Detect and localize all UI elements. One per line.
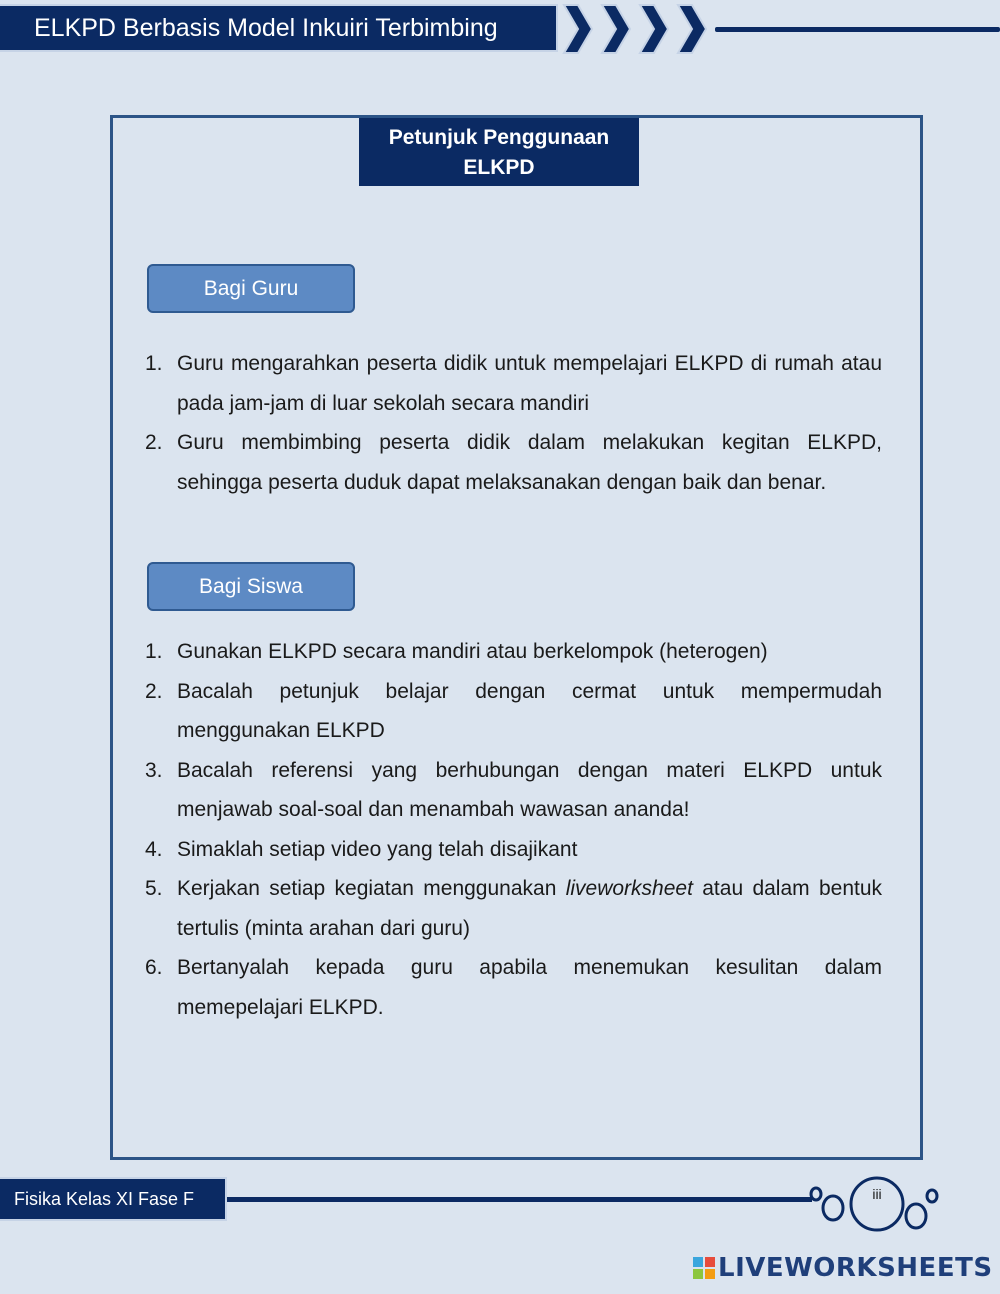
chevron-icon (564, 5, 592, 53)
item-text-before: Kerjakan setiap kegiatan menggunakan (177, 877, 566, 900)
list-item (145, 751, 882, 830)
section-label-siswa: Bagi Siswa (147, 562, 355, 611)
panel-title-line2: ELKPD (463, 156, 535, 179)
item-number: 5. (145, 877, 163, 900)
liveworksheets-blocks-icon (693, 1257, 715, 1279)
item-number: 1. (145, 352, 163, 375)
chevron-icon (678, 5, 706, 53)
list-item (145, 632, 882, 672)
item-number: 6. (145, 956, 163, 979)
siswa-instruction-list (145, 632, 882, 1027)
item-number: 1. (145, 640, 163, 663)
item-text: Guru membimbing peserta didik dalam melakukan kegitan ELKPD, sehingga peserta duduk dapat melaksanakan dengan baik dan benar. (177, 431, 882, 494)
list-item (145, 830, 882, 870)
list-item (145, 948, 882, 1027)
item-text: Gunakan ELKPD secara mandiri atau berkelompok (heterogen) (177, 640, 768, 663)
section-label-guru: Bagi Guru (147, 264, 355, 313)
footer-subject: Fisika Kelas XI Fase F (0, 1177, 227, 1221)
item-text-italic: liveworksheet (565, 877, 693, 900)
list-item (145, 423, 882, 502)
item-number: 3. (145, 758, 163, 782)
liveworksheets-wordmark: LIVEWORKSHEETS (718, 1253, 993, 1283)
chevron-arrows-decoration (560, 2, 720, 56)
item-text (177, 869, 882, 948)
footer-rule (227, 1197, 812, 1202)
guru-instruction-list (145, 344, 882, 502)
item-text: Bacalah referensi yang berhubungan dengan materi ELKPD untuk menjawab soal-soal dan menambah wawasan ananda! (177, 758, 882, 821)
header-rule (715, 27, 1000, 32)
page-number: iii (872, 1186, 882, 1202)
item-text: Bacalah petunjuk belajar dengan cermat untuk mempermudah menggunakan ELKPD (177, 679, 882, 742)
item-number: 2. (145, 679, 163, 703)
rings-decoration-icon (805, 1172, 945, 1236)
panel-title-line1: Petunjuk Penggunaan (388, 126, 610, 149)
item-number: 2. (145, 431, 163, 454)
list-item (145, 672, 882, 751)
item-text: Bertanyalah kepada guru apabila menemukan kesulitan dalam memepelajari ELKPD. (177, 956, 882, 1019)
liveworksheets-logo (693, 1253, 993, 1283)
chevron-icon (602, 5, 630, 53)
panel-title (359, 118, 639, 186)
item-text: Guru mengarahkan peserta didik untuk mempelajari ELKPD di rumah atau pada jam-jam di luar sekolah secara mandiri (177, 352, 882, 415)
header-title: ELKPD Berbasis Model Inkuiri Terbimbing (0, 4, 558, 52)
list-item (145, 344, 882, 423)
item-text: Simaklah setiap video yang telah disajikant (177, 837, 578, 861)
chevron-icon (640, 5, 668, 53)
item-number: 4. (145, 837, 163, 861)
item-text-after: atau dalam bentuk tertulis (minta arahan dari guru) (177, 877, 883, 940)
list-item (145, 869, 882, 948)
